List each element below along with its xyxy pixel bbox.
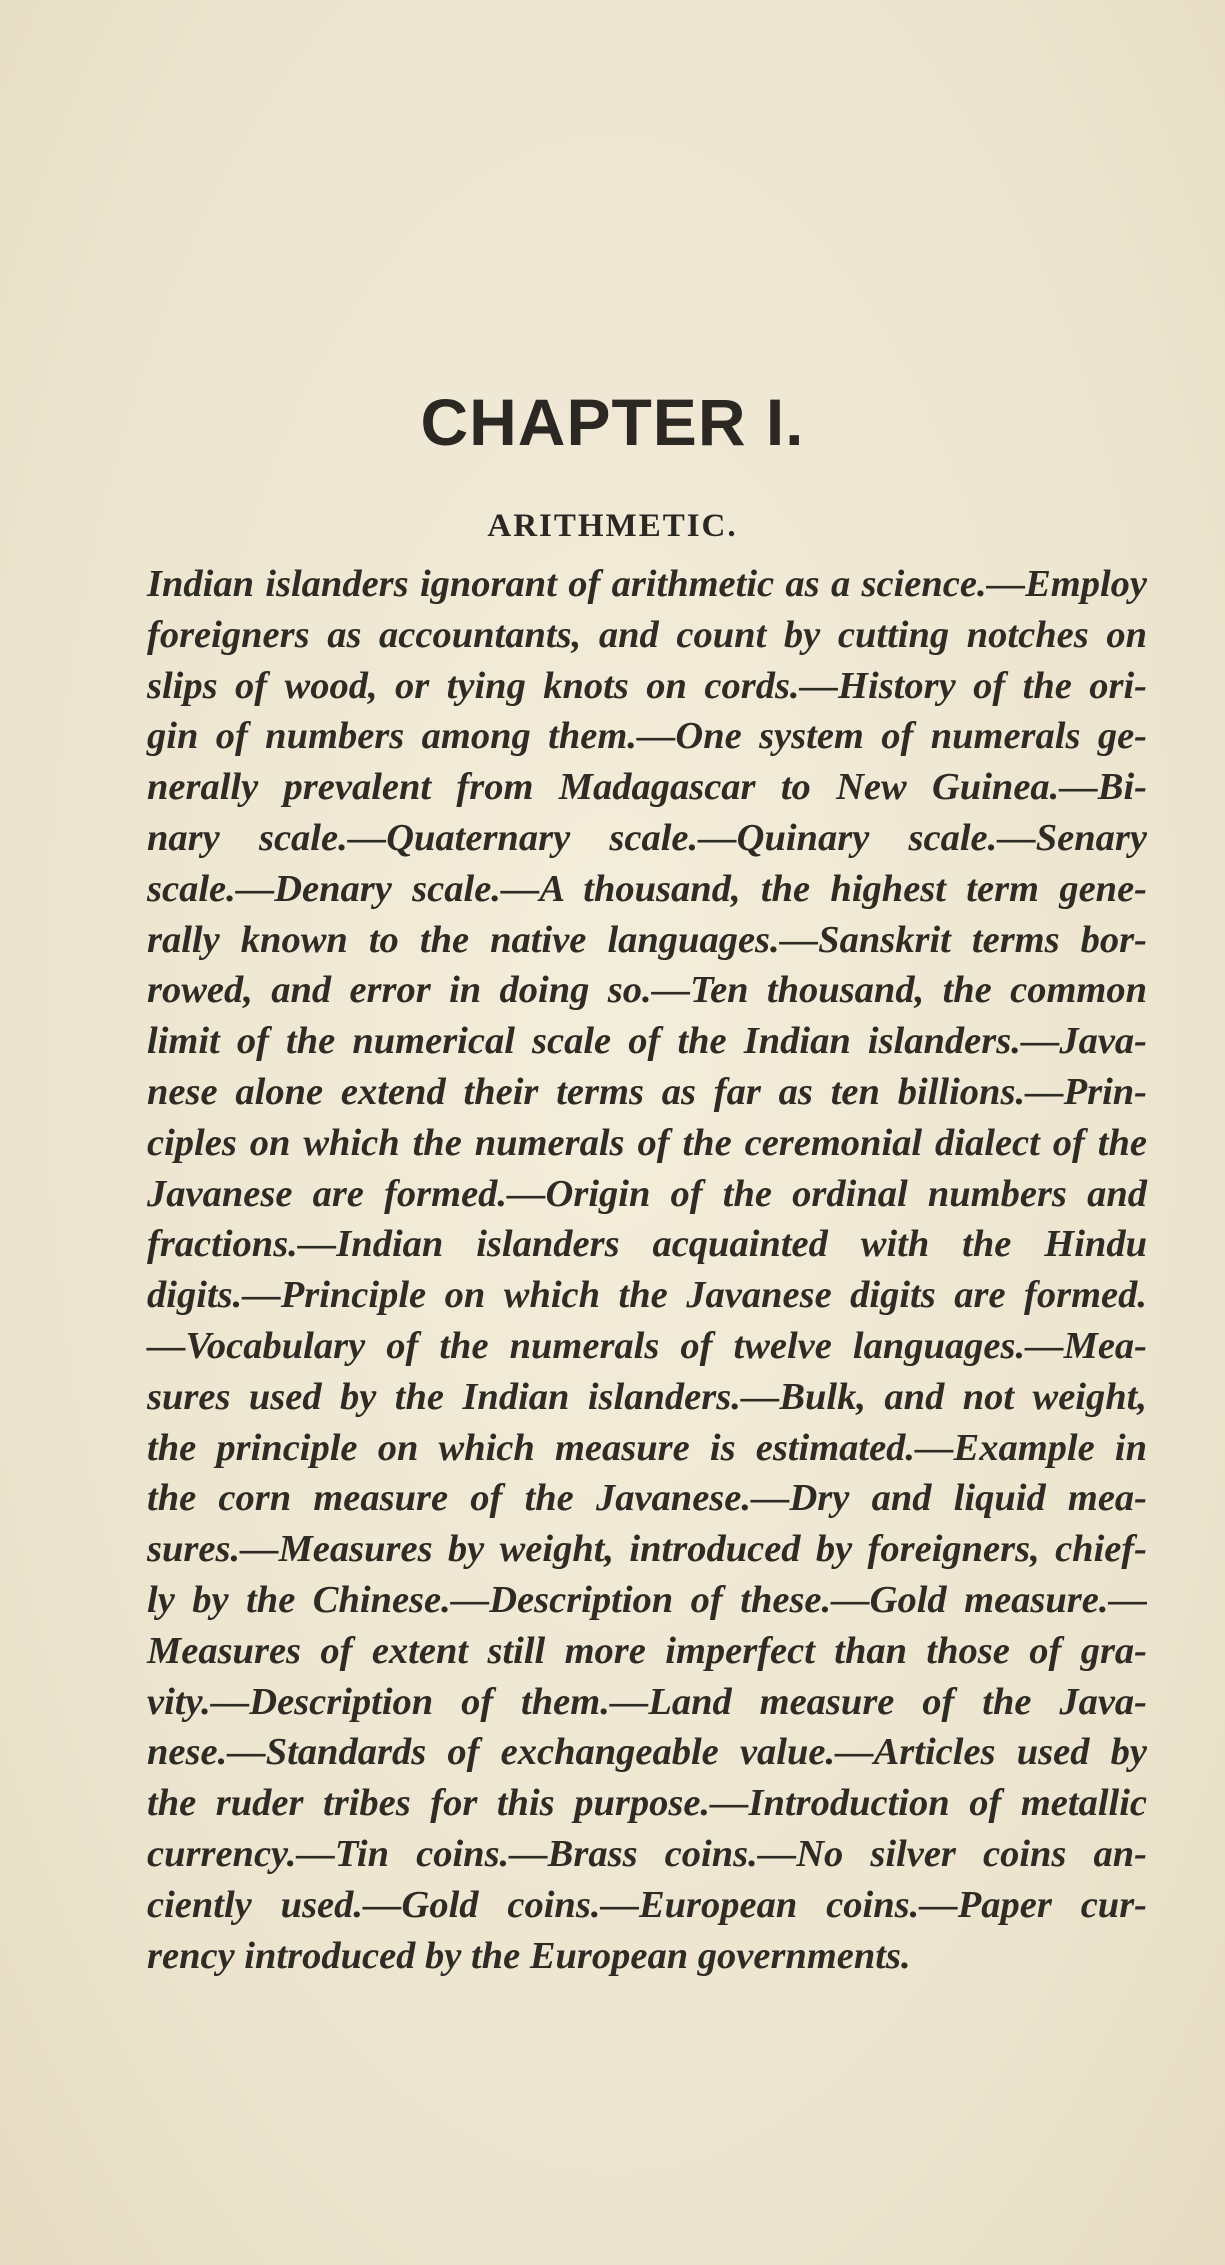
summary-line: Indian islanders ignorant of arithmetic as a science.—Employ	[147, 563, 1147, 605]
summary-line: the principle on which measure is estimated.—Example in	[147, 1426, 1147, 1469]
summary-line: rally known to the native languages.—Sanskrit terms bor-	[147, 918, 1147, 961]
summary-line: nese alone extend their terms as far as ten billions.—Prin-	[147, 1070, 1147, 1113]
summary-line: —Vocabulary of the numerals of twelve languages.—Mea-	[147, 1324, 1147, 1367]
summary-line: ly by the Chinese.—Description of these.—Gold measure.—	[147, 1578, 1147, 1621]
summary-line: the ruder tribes for this purpose.—Introduction of metallic	[147, 1782, 1147, 1825]
chapter-summary	[147, 559, 1147, 1981]
summary-line: gin of numbers among them.—One system of numerals ge-	[147, 715, 1147, 758]
summary-line: nary scale.—Quaternary scale.—Quinary scale.—Senary	[147, 816, 1147, 859]
summary-line: ciently used.—Gold coins.—European coins.—Paper cur-	[147, 1883, 1147, 1926]
summary-line: fractions.—Indian islanders acquainted with the Hindu	[147, 1223, 1147, 1266]
summary-line: slips of wood, or tying knots on cords.—History of the ori-	[147, 664, 1147, 707]
summary-line: the corn measure of the Javanese.—Dry and liquid mea-	[147, 1477, 1147, 1520]
summary-line: nerally prevalent from Madagascar to New Guinea.—Bi-	[147, 766, 1147, 809]
chapter-title: CHAPTER I.	[420, 385, 805, 460]
summary-line: foreigners as accountants, and count by cutting notches on	[147, 613, 1147, 656]
summary-line: rowed, and error in doing so.—Ten thousand, the common	[147, 969, 1147, 1012]
summary-line: limit of the numerical scale of the Indian islanders.—Java-	[147, 1020, 1147, 1063]
summary-line: ciples on which the numerals of the ceremonial dialect of the	[147, 1121, 1147, 1164]
summary-line: vity.—Description of them.—Land measure of the Java-	[147, 1680, 1147, 1723]
summary-line: rency introduced by the European governments.	[147, 1934, 911, 1977]
summary-line: nese.—Standards of exchangeable value.—Articles used by	[147, 1731, 1147, 1774]
summary-line: Javanese are formed.—Origin of the ordinal numbers and	[147, 1172, 1147, 1215]
summary-line: Measures of extent still more imperfect than those of gra-	[147, 1629, 1147, 1672]
summary-line: digits.—Principle on which the Javanese digits are formed.	[147, 1274, 1147, 1317]
section-title: ARITHMETIC.	[487, 508, 738, 545]
summary-line: currency.—Tin coins.—Brass coins.—No silver coins an-	[147, 1832, 1147, 1875]
summary-line: sures used by the Indian islanders.—Bulk, and not weight,	[147, 1375, 1147, 1418]
summary-line: scale.—Denary scale.—A thousand, the highest term gene-	[147, 867, 1147, 910]
summary-line: sures.—Measures by weight, introduced by foreigners, chief-	[147, 1528, 1147, 1571]
